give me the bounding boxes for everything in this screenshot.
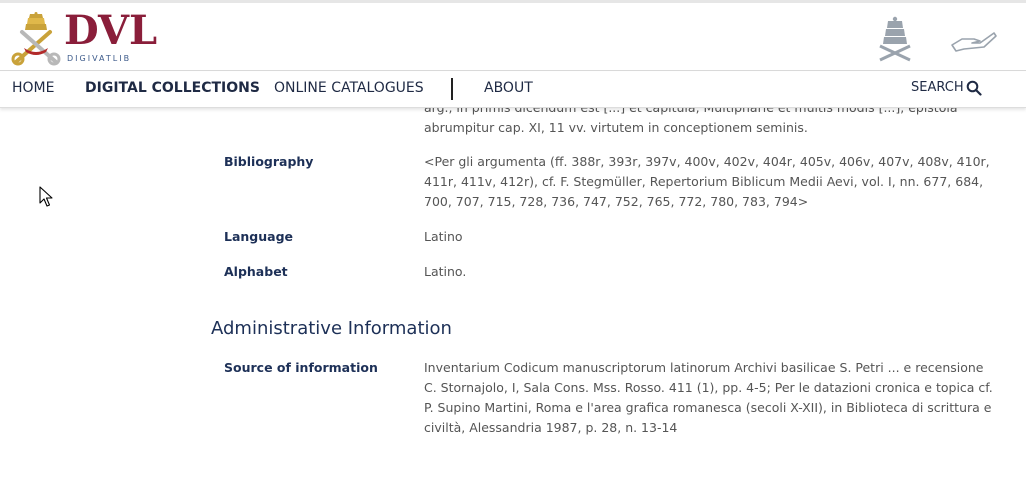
- source-of-information-value: Inventarium Codicum manuscriptorum latinorum Archivi basilicae S. Petri ... e recensione C. Stornajolo, I, Sala Cons. Mss. Rosso. 411 (1), pp. 4-5; Per le datazioni cronica e topica cf. P. Supino Martini, Roma e l'area grafica romanesca (secoli X-XII), in Biblioteca di scrittura e civiltà, Alessandria 1987, p. 28, n. 13-14: [424, 360, 993, 435]
- main-navigation: [0, 72, 1026, 108]
- logo-subtitle: DIGIVATLIB: [67, 54, 132, 63]
- logo-text[interactable]: DVL: [64, 7, 158, 54]
- bibliography-value: <Per gli argumenta (ff. 388r, 393r, 397v, 400v, 402v, 404r, 405v, 406v, 407v, 408v, 410r, 411r, 411v, 412r), cf. F. Stegmüller, Repertorium Biblicum Medii Aevi, vol. I, nn. 677, 684, 700, 707, 715, 728, 736, 747, 752, 765, 772, 780, 783, 794>: [424, 154, 990, 209]
- language-value: Latino: [424, 229, 463, 244]
- bibliography-label: Bibliography: [224, 154, 314, 169]
- language-label: Language: [224, 229, 294, 244]
- nav-digital-collections[interactable]: DIGITAL COLLECTIONS: [85, 80, 260, 96]
- alphabet-label: Alphabet: [224, 264, 288, 279]
- nav-about[interactable]: ABOUT: [484, 80, 533, 96]
- mouse-pointer-icon: [39, 186, 53, 208]
- source-of-information-label: Source of information: [224, 360, 378, 375]
- section-title-administrative: Administrative Information: [211, 318, 452, 339]
- description-continuation-line2: abrumpitur cap. XI, 11 vv. virtutem in conceptionem seminis.: [424, 120, 808, 135]
- nav-divider: [451, 78, 453, 100]
- alphabet-value: Latino.: [424, 264, 467, 279]
- search-icon[interactable]: [966, 80, 982, 96]
- nav-online-catalogues[interactable]: ONLINE CATALOGUES: [274, 80, 424, 96]
- search-link-label[interactable]: SEARCH: [911, 80, 964, 95]
- nav-home[interactable]: HOME: [12, 80, 55, 96]
